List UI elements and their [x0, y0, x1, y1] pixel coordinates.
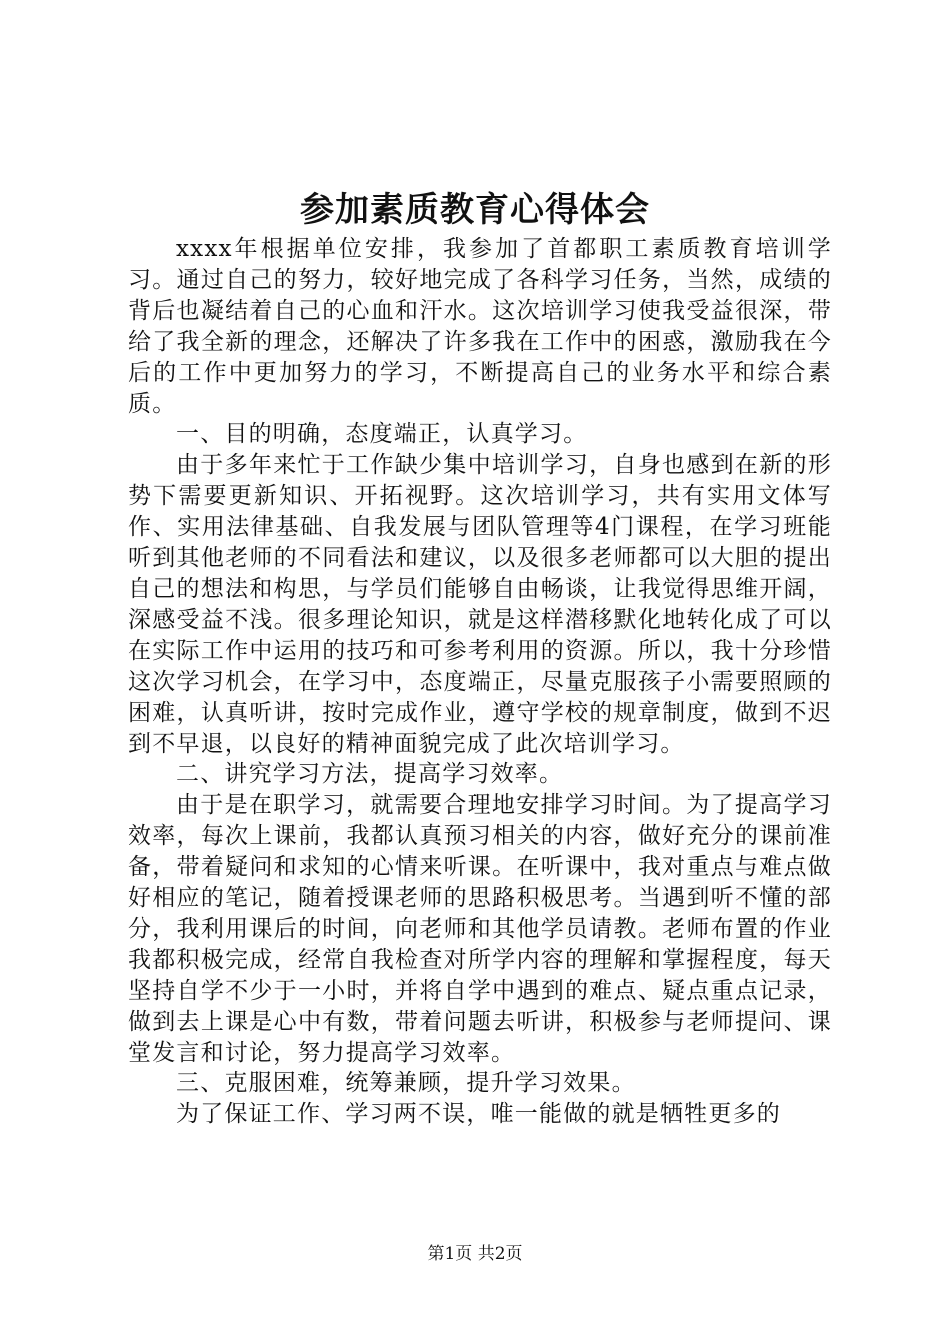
document-title: 参加素质教育心得体会	[300, 190, 650, 230]
section-heading-2: 二、讲究学习方法，提高学习效率。	[176, 761, 564, 788]
paragraph-section-2: 由于是在职学习，就需要合理地安排学习时间。为了提高学习效率，每次上课前，我都认真预习相关的内容，做好充分的课前准备，带着疑问和求知的心情来听课。在听课中，我对重点与难点做好相应的笔记，随着授课老师的思路积极思考。当遇到听不懂的部分，我利用课后的时间，向老师和其他学员请教。老师布置的作业我都积极完成，经常自我检查对所学内容的理解和掌握程度，每天坚持自学不少于一小时，并将自学中遇到的难点、疑点重点记录，做到去上课是心中有数，带着问题去听讲，积极参与老师提问、课堂发言和讨论，努力提高学习效率。	[128, 792, 832, 1066]
document-body	[128, 234, 832, 1130]
section-heading-1: 一、目的明确，态度端正，认真学习。	[176, 421, 588, 448]
page-number-footer: 第1页 共2页	[427, 1244, 523, 1264]
paragraph-section-1: 由于多年来忙于工作缺少集中培训学习，自身也感到在新的形势下需要更新知识、开拓视野。这次培训学习，共有实用文体写作、实用法律基础、自我发展与团队管理等4门课程，在学习班能听到其他老师的不同看法和建议，以及很多老师都可以大胆的提出自己的想法和构思，与学员们能够自由畅谈，让我觉得思维开阔，深感受益不浅。很多理论知识，就是这样潜移默化地转化成了可以在实际工作中运用的技巧和可参考利用的资源。所以，我十分珍惜这次学习机会，在学习中，态度端正，尽量克服孩子小需要照顾的困难，认真听讲，按时完成作业，遵守学校的规章制度，做到不迟到不早退，以良好的精神面貌完成了此次培训学习。	[128, 452, 832, 757]
section-heading-3: 三、克服困难，统筹兼顾，提升学习效果。	[176, 1070, 636, 1097]
paragraph-section-3: 为了保证工作、学习两不误，唯一能做的就是牺牲更多的	[176, 1101, 781, 1128]
paragraph-intro: xxxx年根据单位安排，我参加了首都职工素质教育培训学习。通过自己的努力，较好地完成了各科学习任务，当然，成绩的背后也凝结着自己的心血和汗水。这次培训学习使我受益很深，带给了我全新的理念，还解决了许多我在工作中的困惑，激励我在今后的工作中更加努力的学习，不断提高自己的业务水平和综合素质。	[128, 236, 832, 417]
